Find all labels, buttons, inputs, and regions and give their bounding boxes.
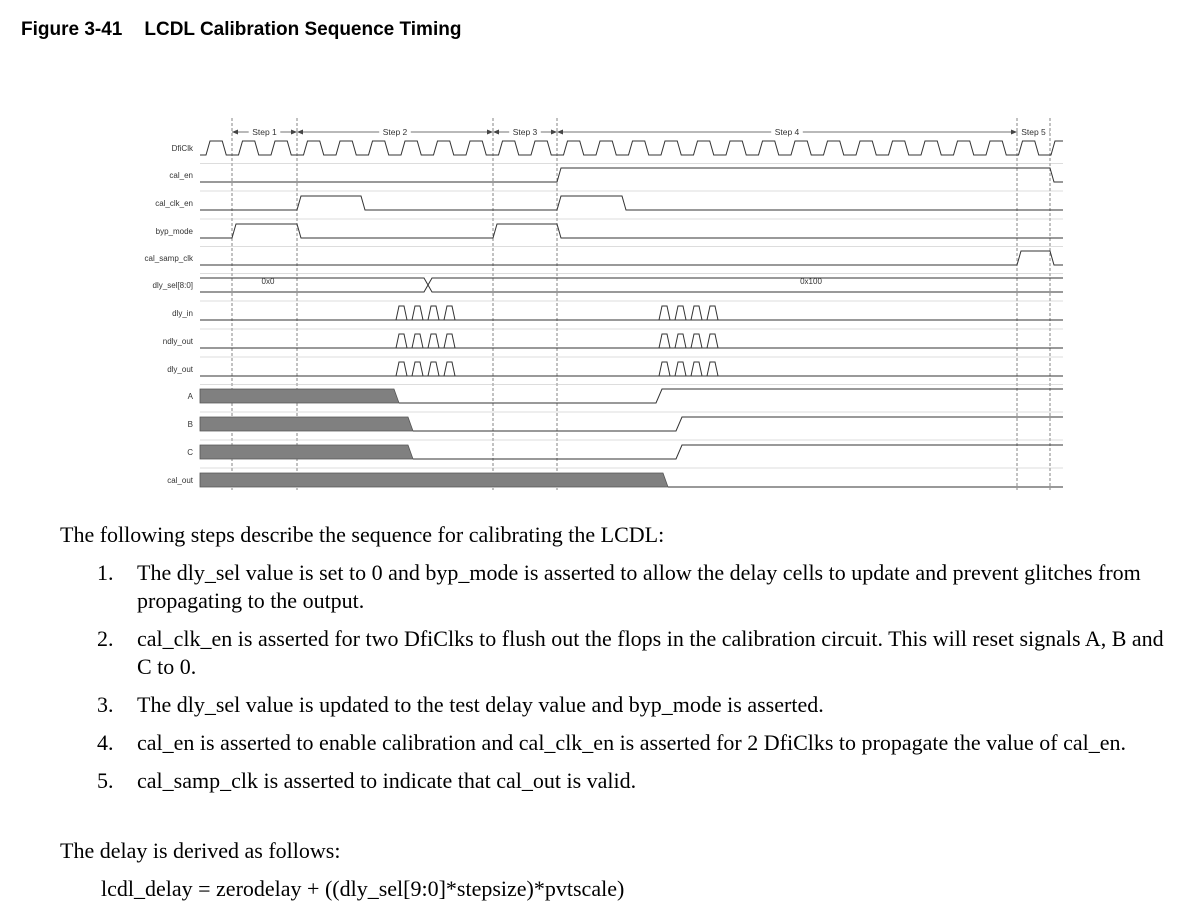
step-text: cal_en is asserted to enable calibration and cal_clk_en is asserted for 2 DfiClks to propagate the value of cal_en. (137, 730, 1127, 755)
signal-waveform (413, 445, 1063, 459)
signal-label: dly_in (172, 309, 193, 318)
step-arrow-head (232, 130, 238, 135)
signal-label: dly_out (167, 365, 193, 374)
signal-waveform (399, 389, 1063, 403)
step-number: 4. (97, 730, 114, 755)
signal-waveform (200, 196, 1063, 210)
figure-label: Figure 3-41 (21, 19, 123, 40)
signal-label: dly_sel[8:0] (152, 281, 193, 290)
unknown-state-fill (200, 473, 668, 487)
pulse-waveform (200, 362, 1063, 376)
signal-label: DfiClk (171, 144, 193, 153)
step-number: 3. (97, 692, 114, 717)
pulse-waveform (200, 334, 1063, 348)
signal-label: cal_samp_clk (144, 254, 193, 263)
intro-paragraph: The following steps describe the sequence for calibrating the LCDL: (60, 522, 665, 547)
pulse-waveform (200, 362, 1063, 376)
dly-sel-bus (200, 278, 1063, 292)
signal-waveform (413, 417, 1063, 431)
signal-label: B (187, 420, 193, 429)
unknown-state-fill (200, 389, 399, 403)
step-number: 1. (97, 560, 114, 585)
step-arrow-head (551, 130, 557, 135)
signal-waveform (200, 224, 1063, 238)
delay-formula: lcdl_delay = zerodelay + ((dly_sel[9:0]*stepsize)*pvtscale) (101, 876, 625, 901)
step-arrow-head (297, 130, 303, 135)
step-number: 2. (97, 626, 114, 651)
step-item (97, 767, 1182, 795)
signal-labels (145, 144, 194, 485)
step-label: Step 2 (382, 127, 408, 137)
step-number: 5. (97, 768, 114, 793)
step-item (97, 559, 1182, 615)
dly-sel-value: 0x0 (261, 277, 275, 286)
step-arrow-head (487, 130, 493, 135)
step-item (97, 691, 1182, 719)
step-label: Step 5 (1021, 127, 1046, 137)
step-arrow-head (1011, 130, 1017, 135)
signal-label: byp_mode (155, 227, 193, 236)
step-text: The dly_sel value is set to 0 and byp_mode is asserted to allow the delay cells to update and prevent glitches from propagating to the output. (137, 560, 1141, 613)
step-arrow-head (291, 130, 297, 135)
signal-label: cal_out (167, 476, 193, 485)
signal-waveform (200, 168, 1063, 182)
step-boundary-lines (200, 118, 1063, 490)
dly-sel-value: 0x100 (800, 277, 822, 286)
step-text: cal_clk_en is asserted for two DfiClks to flush out the flops in the calibration circuit. This will reset signals A, B and C to 0. (137, 626, 1164, 679)
pulse-waveform (200, 334, 1063, 348)
signal-label: cal_en (169, 171, 193, 180)
signal-waveform (200, 251, 1063, 265)
step-label: Step 3 (512, 127, 538, 137)
unknown-state-fill (200, 445, 413, 459)
signal-label: cal_clk_en (155, 199, 193, 208)
step-arrow-head (557, 130, 563, 135)
derived-paragraph: The delay is derived as follows: (60, 838, 341, 863)
step-item (97, 729, 1182, 757)
unknown-state-fill (200, 417, 413, 431)
step-text: cal_samp_clk is asserted to indicate that cal_out is valid. (137, 768, 637, 793)
step-arrow-head (493, 130, 499, 135)
step-item (97, 625, 1182, 681)
pulse-waveform (200, 306, 1063, 320)
figure-caption: LCDL Calibration Sequence Timing (144, 19, 462, 40)
signal-label: ndly_out (162, 337, 193, 346)
signal-label: C (187, 448, 193, 457)
pulse-waveform (200, 306, 1063, 320)
dly-sel-bus (200, 278, 1063, 292)
step-markers (232, 126, 1050, 137)
step-label: Step 4 (774, 127, 800, 137)
waveforms (200, 141, 1063, 487)
calibration-steps-list (97, 559, 1182, 805)
dficlk-waveform (200, 141, 1063, 155)
step-label: Step 1 (252, 127, 277, 137)
step-text: The dly_sel value is updated to the test delay value and byp_mode is asserted. (137, 692, 824, 717)
signal-label: A (187, 392, 193, 401)
